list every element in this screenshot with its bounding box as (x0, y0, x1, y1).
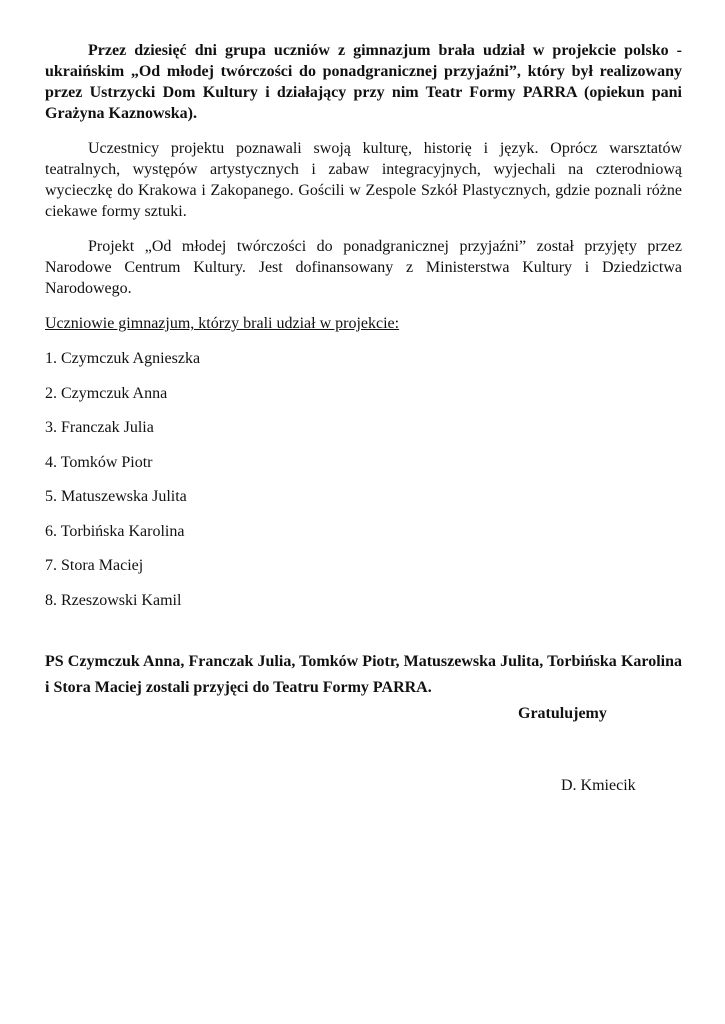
activities-paragraph: Uczestnicy projektu poznawali swoją kulturę, historię i język. Oprócz warsztatów teatralnych, występów artystycznych i zabaw integracyjnych, wyjechali na czterodniową wycieczkę do Krakowa i Zakopanego. Gościli w Zespole Szkół Plastycznych, gdzie poznali różne ciekawe formy sztuki. (45, 140, 682, 220)
student-item: 2. Czymczuk Anna (45, 384, 168, 402)
student-item: 5. Matuszewska Julita (45, 488, 187, 505)
intro-paragraph: Przez dziesięć dni grupa uczniów z gimnazjum brała udział w projekcie polsko - ukraińskim „Od młodej twórczości do ponadgranicznej przyjaźni”, który był realizowany przez Ustrzycki Dom Kultury i działający przy nim Teatr Formy PARRA (opiekun pani Grażyna Kaznowska). (45, 42, 682, 122)
student-item: 6. Torbińska Karolina (45, 522, 185, 540)
student-item: 8. Rzeszowski Kamil (45, 591, 182, 609)
student-item: 1. Czymczuk Agnieszka (45, 350, 201, 367)
student-item: 4. Tomków Piotr (45, 453, 153, 471)
postscript: PS Czymczuk Anna, Franczak Julia, Tomków Piotr, Matuszewska Julita, Torbińska Karolina i Stora Maciej zostali przyjęci do Teatru Formy PARRA. (45, 652, 682, 696)
student-list (45, 348, 682, 611)
signature: D. Kmiecik (561, 776, 636, 794)
congratulations: Gratulujemy (518, 704, 607, 722)
student-item: 7. Stora Maciej (45, 557, 144, 574)
document-page (45, 40, 682, 796)
funding-paragraph: Projekt „Od młodej twórczości do ponadgranicznej przyjaźni” został przyjęty przez Narodowe Centrum Kultury. Jest dofinansowany z Ministerstwa Kultury i Dziedzictwa Narodowego. (45, 238, 682, 297)
student-item: 3. Franczak Julia (45, 419, 154, 436)
student-list-heading: Uczniowie gimnazjum, którzy brali udział w projekcie: (45, 315, 400, 332)
